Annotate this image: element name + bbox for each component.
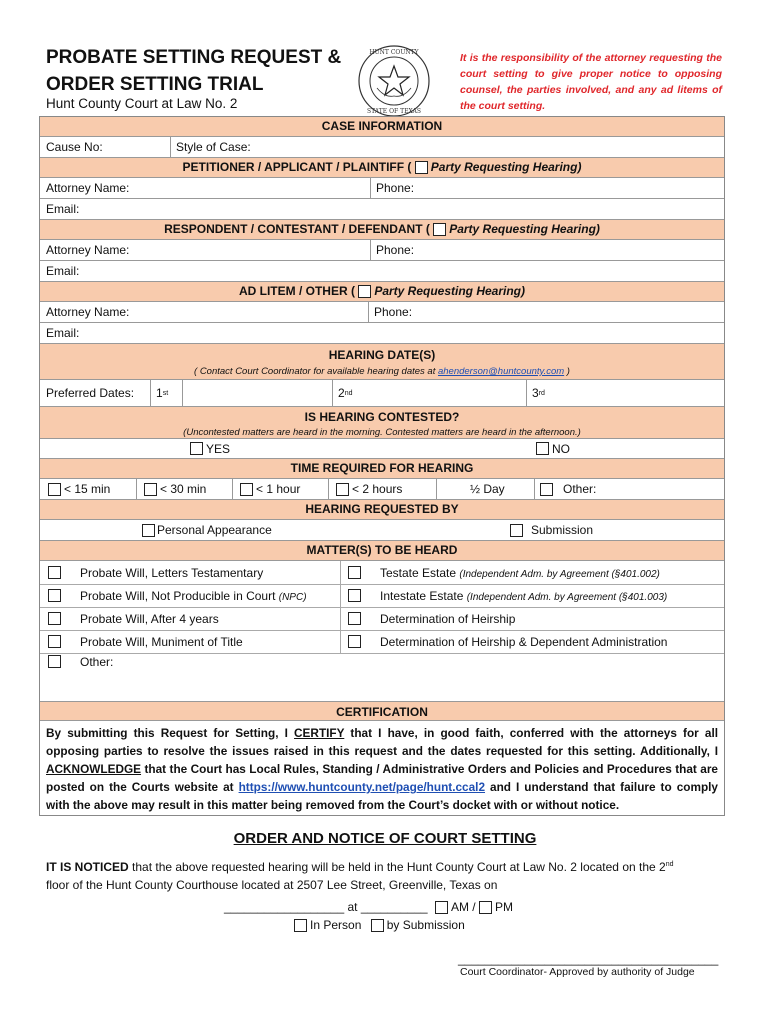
matter-heirship-dependent-admin[interactable]: Determination of Heirship & Dependent Administration (340, 630, 724, 653)
court-subtitle: Hunt County Court at Law No. 2 (46, 96, 238, 111)
petitioner-email-field[interactable]: Email: (46, 202, 80, 216)
case-info-header: CASE INFORMATION (40, 117, 724, 137)
third-date-field[interactable]: 3 rd (532, 386, 545, 400)
petitioner-email-row (40, 199, 724, 220)
matter-other[interactable]: Other: (40, 653, 340, 676)
hearing-dates-header: HEARING DATE(S) (40, 344, 724, 366)
matters-list (40, 561, 724, 701)
pm-checkbox[interactable] (479, 901, 492, 914)
no-checkbox[interactable] (536, 442, 549, 455)
time-option-half-day[interactable]: ½ Day (470, 482, 505, 496)
matter-checkbox[interactable] (48, 655, 61, 668)
matter-checkbox[interactable] (348, 566, 361, 579)
court-website-link[interactable]: https://www.huntcounty.net/page/hunt.ccal2 (238, 780, 486, 794)
matter-muniment-of-title[interactable]: Probate Will, Muniment of Title (40, 630, 340, 653)
matter-after-4-years[interactable]: Probate Will, After 4 years (40, 607, 340, 631)
hearing-by-header: HEARING REQUESTED BY (40, 500, 724, 520)
contested-no-option[interactable]: NO (536, 439, 636, 458)
signature-line[interactable]: _______________________________________ (458, 952, 719, 966)
ad-litem-email-field[interactable]: Email: (46, 326, 80, 340)
form-title-line2: ORDER SETTING TRIAL (46, 74, 264, 95)
time-option-other[interactable]: Other: (534, 479, 724, 499)
matter-checkbox[interactable] (48, 612, 61, 625)
matter-testate-estate[interactable]: Testate Estate (Independent Adm. by Agreement (§401.002) (340, 561, 724, 585)
county-seal-icon (357, 44, 431, 118)
contested-row (40, 439, 724, 459)
hearing-dates-note: ( Contact Court Coordinator for available hearing dates at ahenderson@huntcounty.com ) (40, 366, 724, 380)
setting-time-field[interactable]: __________ (360, 900, 428, 914)
respondent-email-field[interactable]: Email: (46, 264, 80, 278)
time-option-2hours[interactable]: < 2 hours (328, 479, 436, 499)
matter-intestate-estate[interactable]: Intestate Estate (Independent Adm. by Agreement (§401.003) (340, 584, 724, 608)
petitioner-attorney-field[interactable]: Attorney Name: (46, 181, 130, 195)
order-title: ORDER AND NOTICE OF COURT SETTING (233, 830, 537, 847)
ad-litem-header: AD LITEM / OTHER ( Party Requesting Hearing) (40, 282, 724, 302)
matter-checkbox[interactable] (348, 589, 361, 602)
time-option-30min[interactable]: < 30 min (136, 479, 232, 499)
case-info-row (40, 137, 724, 158)
ad-litem-party-checkbox[interactable] (358, 285, 371, 298)
attorney-notice: It is the responsibility of the attorney requesting the court setting to give proper notice to opposing counsel, the parties involved, and any ad litems of the court setting. (460, 52, 722, 112)
matter-checkbox[interactable] (48, 589, 61, 602)
ad-litem-email-row (40, 323, 724, 344)
respondent-phone-field[interactable]: Phone: (376, 243, 415, 257)
setting-date-field[interactable]: __________________ (224, 900, 345, 914)
personal-appearance-option[interactable]: Personal Appearance (142, 520, 342, 540)
form-title-line1: PROBATE SETTING REQUEST & (46, 47, 342, 68)
order-notice-text: IT IS NOTICED that the above requested hearing will be held in the Hunt County Court at Law No. 2 located on the 2nd floor of the Hunt County Courthouse located at 2507 Lee Street, Greenville, Texas on (46, 860, 674, 892)
seal-top-text: HUNT COUNTY (369, 49, 419, 56)
matter-checkbox[interactable] (48, 566, 61, 579)
second-date-field[interactable]: 2 nd (338, 386, 353, 400)
submission-option[interactable]: Submission (510, 520, 670, 540)
setting-date-line: __________________ at __________ AM / PM (224, 900, 513, 914)
contested-header: IS HEARING CONTESTED? (40, 407, 724, 427)
matter-letters-testamentary[interactable]: Probate Will, Letters Testamentary (40, 561, 340, 585)
time-option-1hour[interactable]: < 1 hour (232, 479, 328, 499)
respondent-attorney-field[interactable]: Attorney Name: (46, 243, 130, 257)
style-of-case-field[interactable]: Style of Case: (176, 140, 251, 154)
matter-checkbox[interactable] (348, 612, 361, 625)
cause-number-field[interactable]: Cause No: (46, 140, 103, 154)
time-option-15min[interactable]: < 15 min (40, 479, 136, 499)
matter-checkbox[interactable] (48, 635, 61, 648)
time-required-row (40, 479, 724, 500)
contested-yes-option[interactable]: YES (190, 439, 290, 458)
form-title (46, 44, 341, 98)
setting-method-line: In Person by Submission (294, 918, 465, 932)
matter-not-producible[interactable]: Probate Will, Not Producible in Court (NPC) (40, 584, 340, 608)
ad-litem-attorney-row (40, 302, 724, 323)
certification-text: By submitting this Request for Setting, I CERTIFY that I have, in good faith, conferred with the attorneys for all opposing parties to resolve the issues raised in this request and the dates requested for this setting. Additionally, I ACKNOWLEDGE that the Court has Local Rules, Standing / Administrative Orders and Policies and Procedures that are posted on the Courts website at https://www.huntcounty.net/page/hunt.ccal2 and I understand that failure to comply with the above may result in this matter being removed from the Court’s docket with or without notice. (46, 726, 718, 812)
coordinator-caption: Court Coordinator- Approved by authority of Judge (460, 966, 695, 978)
respondent-attorney-row (40, 240, 724, 261)
coordinator-email-link[interactable]: ahenderson@huntcounty.com (437, 366, 565, 377)
matter-determination-heirship[interactable]: Determination of Heirship (340, 607, 724, 631)
matters-header: MATTER(S) TO BE HEARD (40, 541, 724, 561)
preferred-dates-label: Preferred Dates: (46, 386, 135, 400)
seal-bottom-text: STATE OF TEXAS (367, 108, 421, 115)
respondent-party-checkbox[interactable] (433, 223, 446, 236)
respondent-email-row (40, 261, 724, 282)
certification-header: CERTIFICATION (40, 701, 724, 721)
request-form (39, 116, 725, 816)
first-date-label: 1 st (156, 386, 169, 400)
by-submission-checkbox[interactable] (371, 919, 384, 932)
petitioner-phone-field[interactable]: Phone: (376, 181, 415, 195)
first-date-field[interactable] (182, 380, 332, 406)
petitioner-header: PETITIONER / APPLICANT / PLAINTIFF ( Party Requesting Hearing) (40, 158, 724, 178)
petitioner-attorney-row (40, 178, 724, 199)
ad-litem-attorney-field[interactable]: Attorney Name: (46, 305, 130, 319)
am-checkbox[interactable] (435, 901, 448, 914)
in-person-checkbox[interactable] (294, 919, 307, 932)
respondent-header: RESPONDENT / CONTESTANT / DEFENDANT ( Party Requesting Hearing) (40, 220, 724, 240)
yes-checkbox[interactable] (190, 442, 203, 455)
hearing-by-row (40, 520, 724, 541)
contested-note: (Uncontested matters are heard in the morning. Contested matters are heard in the afternoon.) (40, 427, 724, 439)
time-required-header: TIME REQUIRED FOR HEARING (40, 459, 724, 479)
preferred-dates-row (40, 380, 724, 407)
ad-litem-phone-field[interactable]: Phone: (374, 305, 413, 319)
matter-checkbox[interactable] (348, 635, 361, 648)
petitioner-party-checkbox[interactable] (415, 161, 428, 174)
